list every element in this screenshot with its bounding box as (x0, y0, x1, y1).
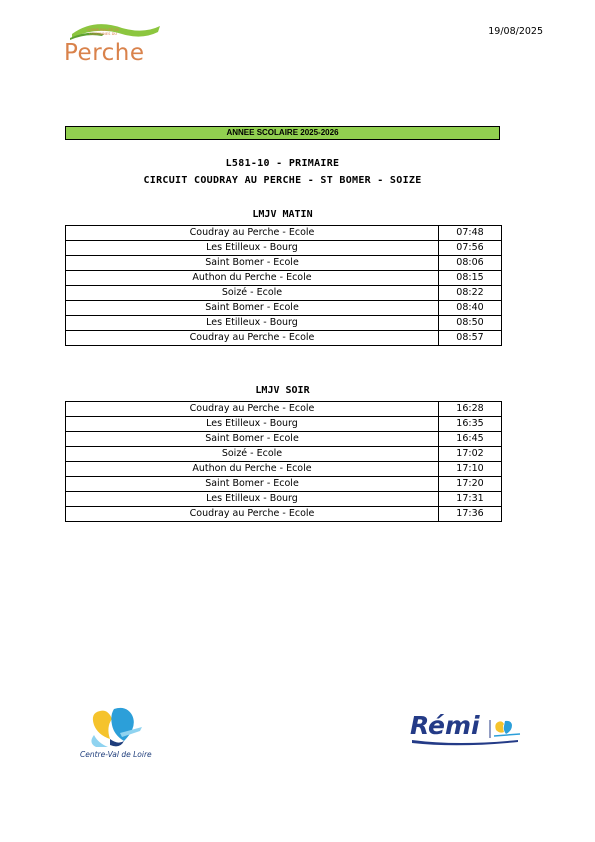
time-cell: 17:20 (439, 477, 502, 492)
time-cell: 07:56 (439, 241, 502, 256)
table-row (66, 477, 502, 492)
time-cell: 08:50 (439, 316, 502, 331)
stop-cell: Saint Bomer - Ecole (66, 432, 439, 447)
table-row (66, 256, 502, 271)
stop-cell: Authon du Perche - Ecole (66, 271, 439, 286)
stop-cell: Coudray au Perche - Ecole (66, 226, 439, 241)
morning-heading: LMJV MATIN (252, 209, 313, 220)
stop-cell: Soizé - Ecole (66, 447, 439, 462)
table-row (66, 432, 502, 447)
table-row (66, 331, 502, 346)
stop-cell: Saint Bomer - Ecole (66, 301, 439, 316)
perche-logo-subtitle: COMMUNAUTÉ DE COMMUNES DU (86, 28, 120, 36)
table-row (66, 492, 502, 507)
time-cell: 16:45 (439, 432, 502, 447)
stop-cell: Les Etilleux - Bourg (66, 316, 439, 331)
remi-swoosh-icon (408, 710, 532, 750)
table-row (66, 447, 502, 462)
time-cell: 17:36 (439, 507, 502, 522)
line-title: L581-10 - PRIMAIRE (225, 158, 340, 169)
print-date: 19/08/2025 (488, 26, 543, 37)
school-year-banner: ANNEE SCOLAIRE 2025-2026 (65, 126, 500, 140)
table-row (66, 226, 502, 241)
stop-cell: Saint Bomer - Ecole (66, 477, 439, 492)
stop-cell: Coudray au Perche - Ecole (66, 507, 439, 522)
table-row (66, 271, 502, 286)
evening-schedule-table (65, 401, 502, 522)
table-row (66, 402, 502, 417)
time-cell: 08:22 (439, 286, 502, 301)
stop-cell: Saint Bomer - Ecole (66, 256, 439, 271)
stop-cell: Soizé - Ecole (66, 286, 439, 301)
time-cell: 08:06 (439, 256, 502, 271)
time-cell: 07:48 (439, 226, 502, 241)
time-cell: 08:40 (439, 301, 502, 316)
time-cell: 08:57 (439, 331, 502, 346)
region-logo (80, 705, 162, 761)
stop-cell: Coudray au Perche - Ecole (66, 402, 439, 417)
morning-schedule-table (65, 225, 502, 346)
stop-cell: Les Etilleux - Bourg (66, 492, 439, 507)
stop-cell: Les Etilleux - Bourg (66, 241, 439, 256)
table-row (66, 507, 502, 522)
stop-cell: Authon du Perche - Ecole (66, 462, 439, 477)
remi-logo (408, 710, 532, 750)
remi-logo-text: Rémi (410, 711, 480, 740)
table-row (66, 316, 502, 331)
stop-cell: Les Etilleux - Bourg (66, 417, 439, 432)
time-cell: 17:02 (439, 447, 502, 462)
table-row (66, 462, 502, 477)
table-row (66, 241, 502, 256)
time-cell: 17:31 (439, 492, 502, 507)
time-cell: 17:10 (439, 462, 502, 477)
stop-cell: Coudray au Perche - Ecole (66, 331, 439, 346)
table-row (66, 301, 502, 316)
perche-logo-text: Perche (64, 40, 145, 66)
region-heart-icon (80, 705, 162, 751)
table-row (66, 417, 502, 432)
time-cell: 08:15 (439, 271, 502, 286)
evening-heading: LMJV SOIR (255, 385, 310, 396)
circuit-title: CIRCUIT COUDRAY AU PERCHE - ST BOMER - SOIZE (143, 175, 422, 186)
region-logo-text: Centre-Val de Loire (80, 750, 152, 759)
time-cell: 16:28 (439, 402, 502, 417)
time-cell: 16:35 (439, 417, 502, 432)
perche-logo (64, 20, 168, 70)
table-row (66, 286, 502, 301)
